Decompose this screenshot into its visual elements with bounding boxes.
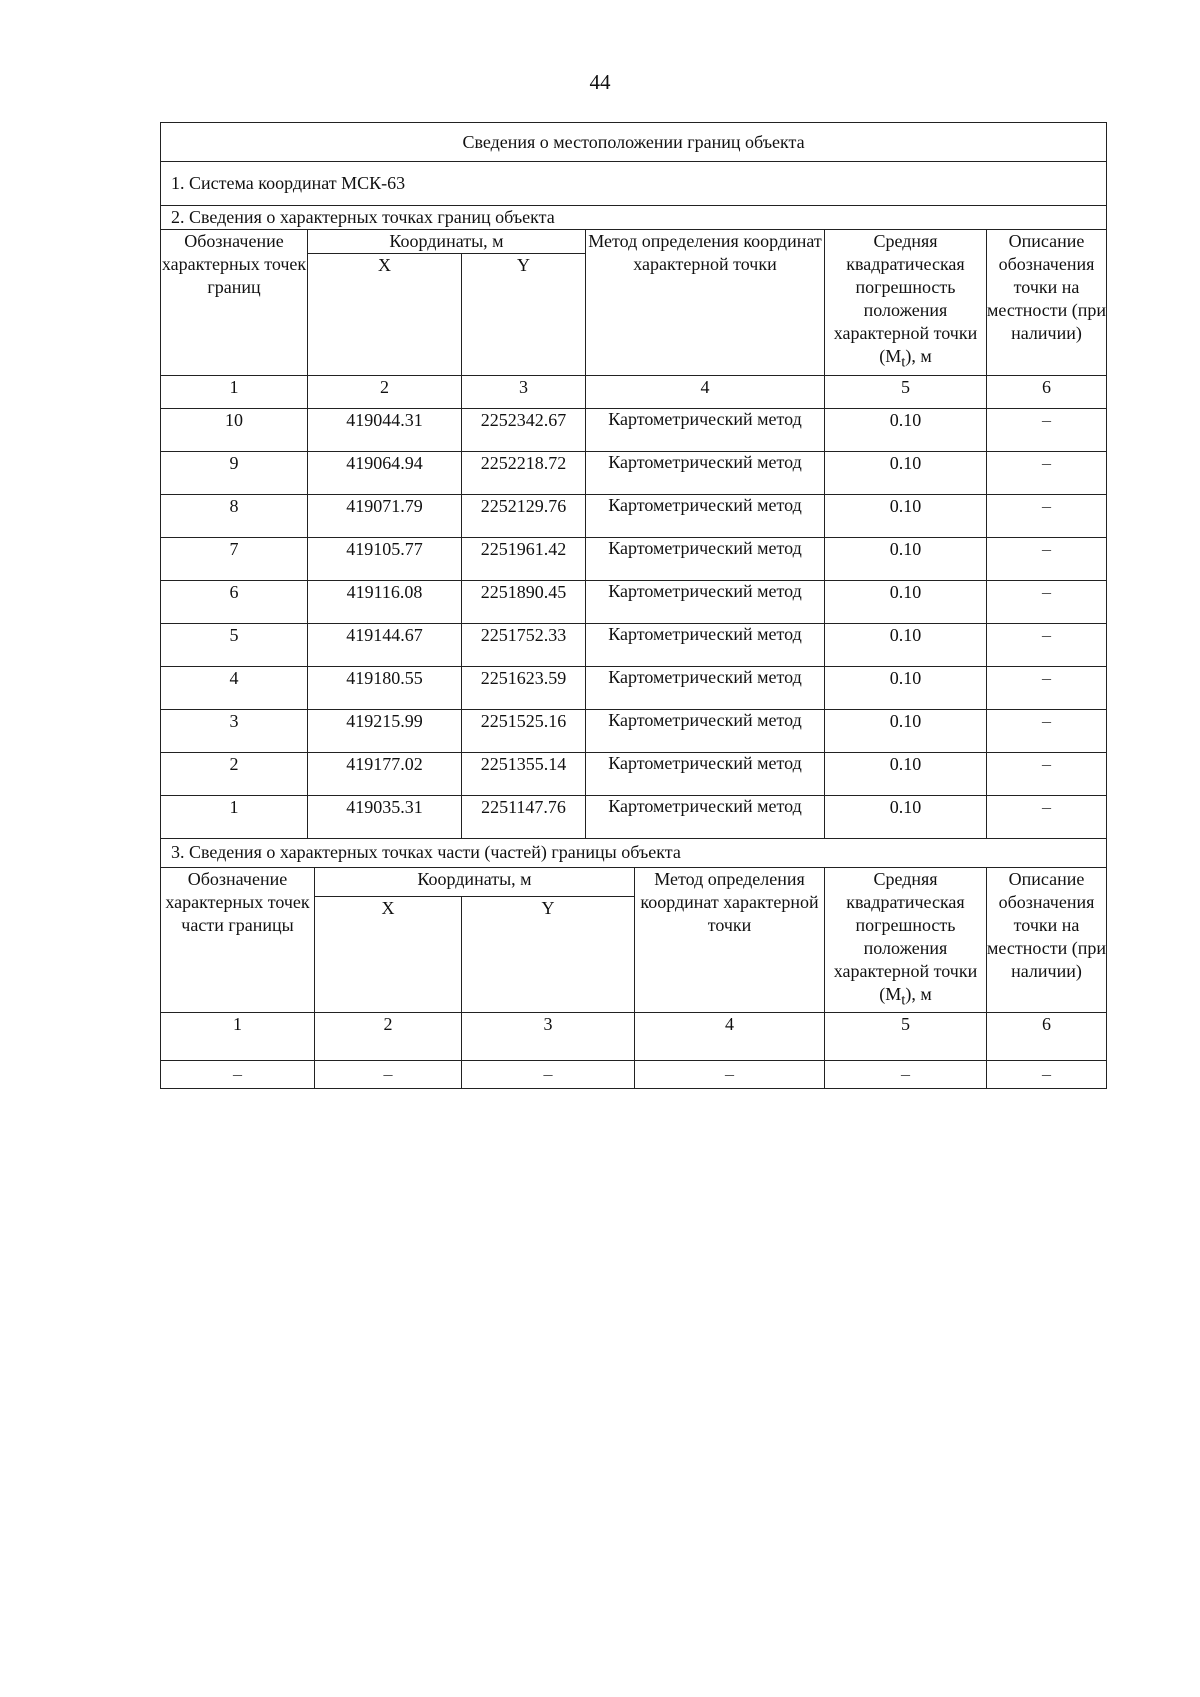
description-cell: – — [987, 494, 1107, 537]
header-designation: Обозначение характерных точек границ — [161, 230, 308, 376]
column-numbers-3 — [161, 1013, 1107, 1061]
x-cell: 419064.94 — [308, 451, 462, 494]
method-cell: Картометрический метод — [586, 580, 825, 623]
empty-cell: – — [825, 1061, 987, 1089]
header-method: Метод определения координат характерной точки — [586, 230, 825, 376]
header-x: X — [308, 254, 462, 375]
x-cell: 419105.77 — [308, 537, 462, 580]
col-number: 4 — [586, 375, 825, 408]
empty-row — [161, 1061, 1107, 1089]
point-cell: 8 — [161, 494, 308, 537]
description-cell: – — [987, 666, 1107, 709]
description-cell: – — [987, 580, 1107, 623]
table-row — [161, 666, 1107, 709]
y-cell: 2252129.76 — [462, 494, 586, 537]
error-cell: 0.10 — [825, 752, 987, 795]
table-row — [161, 408, 1107, 451]
section2-title: 2. Сведения о характерных точках границ объекта — [161, 206, 1107, 230]
col-number: 2 — [308, 375, 462, 408]
table-row — [161, 752, 1107, 795]
table-row — [161, 494, 1107, 537]
error-cell: 0.10 — [825, 537, 987, 580]
empty-cell: – — [987, 1061, 1107, 1089]
col-number: 3 — [462, 1013, 635, 1061]
empty-cell: – — [635, 1061, 825, 1089]
header3-coords: Координаты, м — [315, 867, 635, 897]
method-cell: Картометрический метод — [586, 494, 825, 537]
point-cell: 3 — [161, 709, 308, 752]
header3-x: X — [315, 897, 462, 1013]
col-number: 2 — [315, 1013, 462, 1061]
y-cell: 2251147.76 — [462, 795, 586, 838]
y-cell: 2251961.42 — [462, 537, 586, 580]
error-cell: 0.10 — [825, 494, 987, 537]
point-cell: 6 — [161, 580, 308, 623]
header-error-text: Средняя квадратическая погрешность положения характерной точки $(M_t)$, м — [833, 231, 978, 371]
error-cell: 0.10 — [825, 666, 987, 709]
error-cell: 0.10 — [825, 451, 987, 494]
y-cell: 2252342.67 — [462, 408, 586, 451]
y-cell: 2252218.72 — [462, 451, 586, 494]
error-cell: 0.10 — [825, 408, 987, 451]
header-error — [825, 230, 987, 376]
method-cell: Картометрический метод — [586, 451, 825, 494]
empty-cell: – — [462, 1061, 635, 1089]
header-description: Описание обозначения точки на местности (при наличии) — [987, 230, 1107, 376]
method-cell: Картометрический метод — [586, 666, 825, 709]
table-row — [161, 580, 1107, 623]
x-cell: 419035.31 — [308, 795, 462, 838]
col-number: 1 — [161, 1013, 315, 1061]
col-number: 1 — [161, 375, 308, 408]
header-coords: Координаты, м — [308, 230, 586, 254]
method-cell: Картометрический метод — [586, 408, 825, 451]
point-cell: 7 — [161, 537, 308, 580]
boundary-table — [160, 122, 1107, 1089]
description-cell: – — [987, 408, 1107, 451]
col-number: 5 — [825, 375, 987, 408]
y-cell: 2251355.14 — [462, 752, 586, 795]
x-cell: 419215.99 — [308, 709, 462, 752]
empty-cell: – — [315, 1061, 462, 1089]
point-cell: 10 — [161, 408, 308, 451]
header3-y: Y — [462, 897, 635, 1013]
x-cell: 419116.08 — [308, 580, 462, 623]
y-cell: 2251890.45 — [462, 580, 586, 623]
header3-method: Метод определения координат характерной точки — [635, 867, 825, 1013]
description-cell: – — [987, 752, 1107, 795]
y-cell: 2251752.33 — [462, 623, 586, 666]
header-y: Y — [462, 254, 586, 375]
point-cell: 4 — [161, 666, 308, 709]
col-number: 5 — [825, 1013, 987, 1061]
col-number: 6 — [987, 1013, 1107, 1061]
table-row — [161, 795, 1107, 838]
error-cell: 0.10 — [825, 580, 987, 623]
table-row — [161, 623, 1107, 666]
method-cell: Картометрический метод — [586, 623, 825, 666]
description-cell: – — [987, 795, 1107, 838]
point-cell: 1 — [161, 795, 308, 838]
description-cell: – — [987, 537, 1107, 580]
x-cell: 419177.02 — [308, 752, 462, 795]
col-number: 3 — [462, 375, 586, 408]
method-cell: Картометрический метод — [586, 795, 825, 838]
method-cell: Картометрический метод — [586, 709, 825, 752]
table-title: Сведения о местоположении границ объекта — [161, 123, 1107, 162]
method-cell: Картометрический метод — [586, 752, 825, 795]
x-cell: 419071.79 — [308, 494, 462, 537]
header3-designation: Обозначение характерных точек части границы — [161, 867, 315, 1013]
table-row — [161, 451, 1107, 494]
description-cell: – — [987, 623, 1107, 666]
table-row — [161, 537, 1107, 580]
error-cell: 0.10 — [825, 709, 987, 752]
error-cell: 0.10 — [825, 623, 987, 666]
coord-system: 1. Система координат МСК-63 — [161, 162, 1107, 206]
point-cell: 2 — [161, 752, 308, 795]
point-cell: 5 — [161, 623, 308, 666]
table-row — [161, 709, 1107, 752]
page-number: 44 — [589, 70, 611, 94]
col-number: 4 — [635, 1013, 825, 1061]
x-cell: 419180.55 — [308, 666, 462, 709]
col-number: 6 — [987, 375, 1107, 408]
x-cell: 419044.31 — [308, 408, 462, 451]
y-cell: 2251623.59 — [462, 666, 586, 709]
x-cell: 419144.67 — [308, 623, 462, 666]
column-numbers — [161, 375, 1107, 408]
point-cell: 9 — [161, 451, 308, 494]
description-cell: – — [987, 709, 1107, 752]
error-cell: 0.10 — [825, 795, 987, 838]
empty-cell: – — [161, 1061, 315, 1089]
header3-error-text: Средняя квадратическая погрешность положения характерной точки $(M_t)$, м — [833, 868, 978, 1009]
method-cell: Картометрический метод — [586, 537, 825, 580]
header3-description: Описание обозначения точки на местности (при наличии) — [987, 867, 1107, 1013]
section3-title: 3. Сведения о характерных точках части (частей) границы объекта — [161, 838, 1107, 867]
description-cell: – — [987, 451, 1107, 494]
header3-error — [825, 867, 987, 1013]
y-cell: 2251525.16 — [462, 709, 586, 752]
